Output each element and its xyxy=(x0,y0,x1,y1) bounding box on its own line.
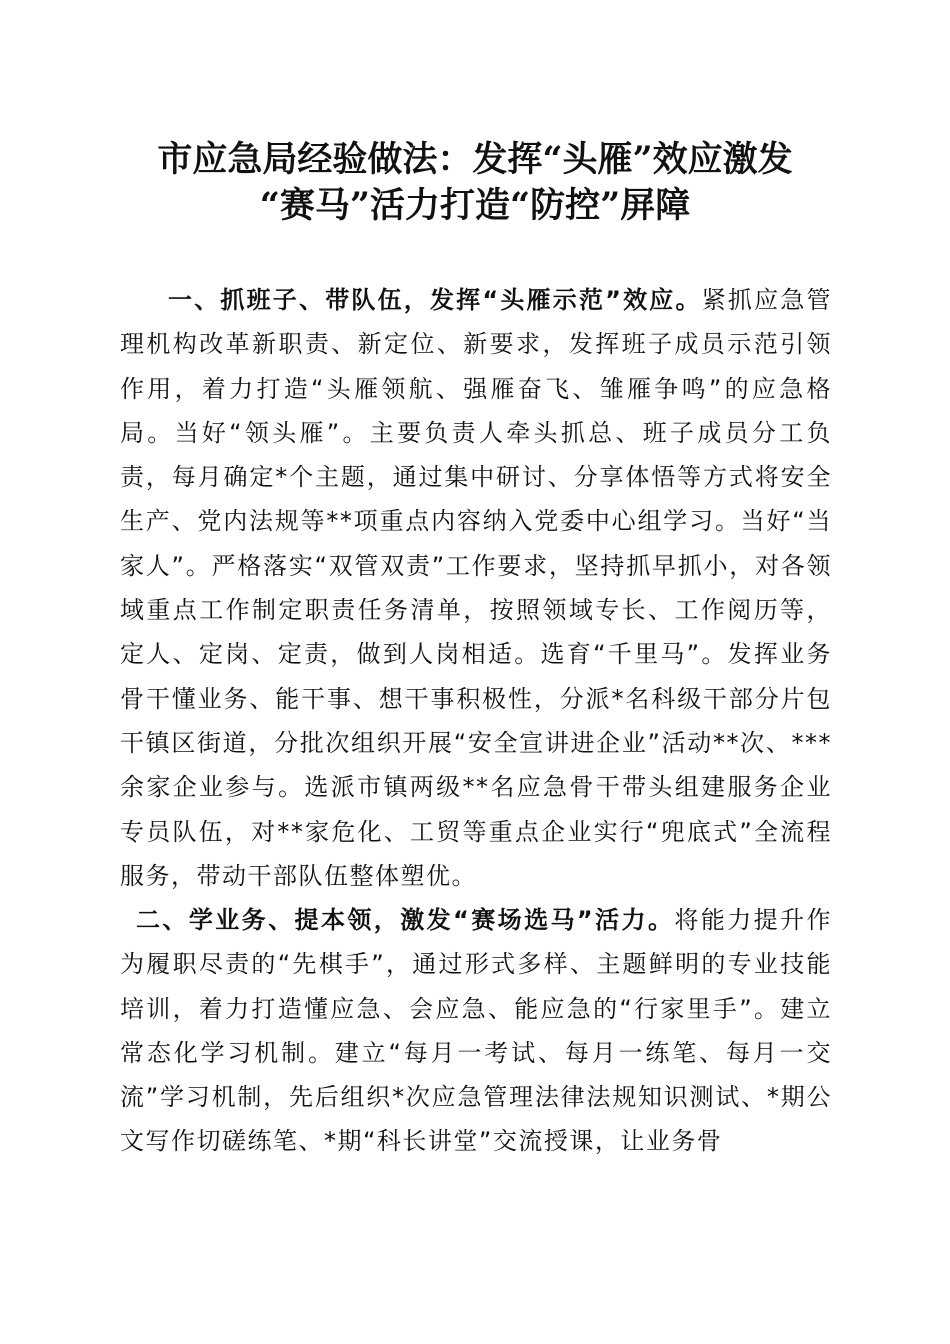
paragraph-1-body: 紧抓应急管理机构改革新职责、新定位、新要求，发挥班子成员示范引领作用，着力打造“头雁领航、强雁奋飞、雏雁争鸣”的应急格局。当好“领头雁”。主要负责人牵头抓总、班子成员分工负责，每月确定*个主题，通过集中研讨、分享体悟等方式将安全生产、党内法规等**项重点内容纳入党委中心组学习。当好“当家人”。严格落实“双管双责”工作要求，坚持抓早抓小，对各领域重点工作制定职责任务清单，按照领域专长、工作阅历等，定人、定岗、定责，做到人岗相适。选育“千里马”。发挥业务骨干懂业务、能干事、想干事积极性，分派*名科级干部分片包干镇区街道，分批次组织开展“安全宣讲进企业”活动**次、***余家企业参与。选派市镇两级**名应急骨干带头组建服务企业专员队伍，对**家危化、工贸等重点企业实行“兜底式”全流程服务，带动干部队伍整体塑优。 xyxy=(120,286,833,890)
document-title-line-2: “赛马”活力打造“防控”屏障 xyxy=(259,185,691,226)
paragraph-2 xyxy=(120,898,832,1164)
paragraph-1-heading: 一、抓班子、带队伍，发挥“头雁示范”效应。 xyxy=(168,286,702,314)
paragraph-2-heading: 二、学业务、提本领，激发“赛场选马”活力。 xyxy=(136,906,675,934)
document-title-line-1: 市应急局经验做法：发挥“头雁”效应激发 xyxy=(157,139,793,180)
paragraph-1 xyxy=(120,278,832,898)
paragraph-2-body: 将能力提升作为履职尽责的“先棋手”，通过形式多样、主题鲜明的专业技能培训，着力打造懂应急、会应急、能应急的“行家里手”。建立常态化学习机制。建立“每月一考试、每月一练笔、每月一交流”学习机制，先后组织*次应急管理法律法规知识测试、*期公文写作切磋练笔、*期“科长讲堂”交流授课，让业务骨 xyxy=(120,906,833,1156)
